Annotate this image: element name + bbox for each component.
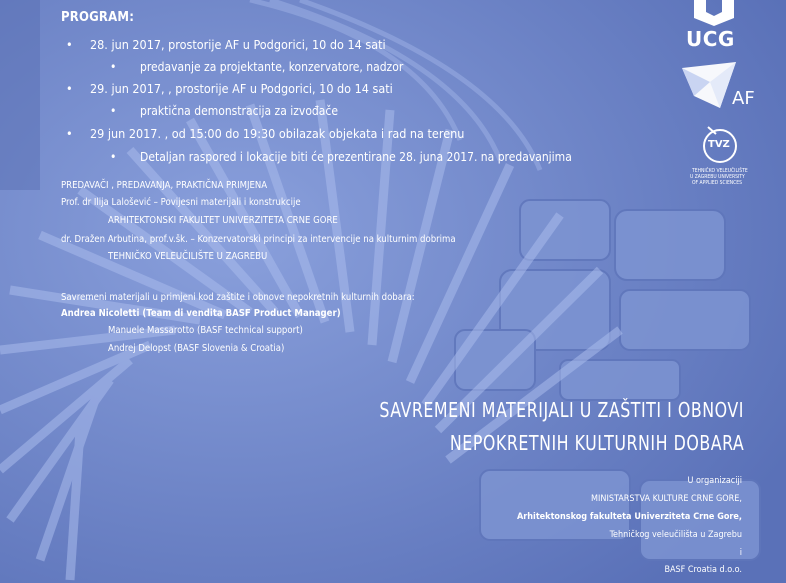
bullet-icon: •	[110, 104, 117, 118]
program-subitem-3	[110, 150, 572, 164]
program-item-2-text: 29. jun 2017, , prostorije AF u Podgorici, 10 do 14 sati	[90, 81, 393, 96]
program-item-1	[66, 37, 386, 52]
headline-line-2: NEPOKRETNIH KULTURNIH DOBARA	[449, 431, 744, 455]
materials-presenter-2: Manuele Massarotto (BASF technical support)	[108, 325, 303, 336]
materials-heading: Savremeni materijali u primjeni kod zaštite i obnove nepokretnih kulturnih dobara:	[61, 292, 415, 303]
ucg-logo	[684, 0, 744, 52]
program-item-1-text: 28. jun 2017, prostorije AF u Podgorici, 10 do 14 sati	[90, 37, 386, 52]
program-item-3-text: 29 jun 2017. , od 15:00 do 19:30 obilazak objekata i rad na terenu	[90, 126, 465, 141]
af-logo	[680, 62, 780, 116]
tvz-caption-2: U ZAGREBU UNIVERSITY	[690, 174, 745, 180]
program-subitem-1	[110, 60, 404, 74]
lecturer-1-institution: ARHITEKTONSKI FAKULTET UNIVERZITETA CRNE GORE	[108, 215, 338, 226]
headline-line-1: SAVREMENI MATERIJALI U ZAŠTITI I OBNOVI	[379, 398, 744, 422]
organizer-polytechnic: Tehničkog veleučilišta u Zagrebu	[609, 530, 742, 540]
bullet-icon: •	[110, 60, 117, 74]
lecturer-1: Prof. dr Ilija Lalošević – Povijesni materijali i konstrukcije	[61, 197, 301, 208]
ucg-emblem-icon	[684, 0, 744, 28]
bullet-icon: •	[66, 81, 73, 96]
lecturers-heading: PREDAVAČI , PREDAVANJA, PRAKTIČNA PRIMJENA	[61, 180, 268, 191]
program-title: PROGRAM:	[61, 10, 135, 25]
ucg-logo-text: UCG	[686, 27, 735, 51]
tvz-logo-text: TVZ	[708, 139, 730, 150]
organizer-faculty: Arhitektonskog fakulteta Univerziteta Crne Gore,	[517, 512, 742, 522]
lecturer-2-institution: TEHNIČKO VELEUČILIŠTE U ZAGREBU	[108, 251, 268, 262]
lecturer-2: dr. Dražen Arbutina, prof.v.šk. – Konzervatorski principi za intervencije na kulturnim dobrima	[61, 234, 456, 245]
materials-presenter-3: Andrej Delopst (BASF Slovenia & Croatia)	[108, 343, 285, 354]
tvz-caption-1: TEHNIČKO VELEUČILIŠTE	[692, 168, 748, 174]
organizer-basf: BASF Croatia d.o.o.	[664, 565, 742, 575]
af-emblem-icon	[680, 62, 740, 112]
tvz-logo	[678, 124, 770, 204]
program-subitem-1-text: predavanje za projektante, konzervatore, nadzor	[140, 60, 404, 74]
organizers-intro: U organizaciji	[687, 476, 742, 486]
bullet-icon: •	[110, 150, 117, 164]
program-subitem-3-text: Detaljan raspored i lokacije biti će prezentirane 28. juna 2017. na predavanjima	[140, 150, 572, 164]
tvz-caption-3: OF APPLIED SCIENCES	[692, 180, 742, 186]
materials-lead-presenter: Andrea Nicoletti (Team di vendita BASF Product Manager)	[61, 308, 341, 319]
program-subitem-2-text: praktična demonstracija za izvođače	[140, 104, 338, 118]
organizer-and: i	[739, 548, 742, 558]
program-subitem-2	[110, 104, 338, 118]
bullet-icon: •	[66, 37, 73, 52]
organizer-ministry: MINISTARSTVA KULTURE CRNE GORE,	[591, 494, 742, 504]
bullet-icon: •	[66, 126, 73, 141]
program-item-3	[66, 126, 465, 141]
program-item-2	[66, 81, 393, 96]
af-logo-text: AF	[732, 88, 755, 109]
